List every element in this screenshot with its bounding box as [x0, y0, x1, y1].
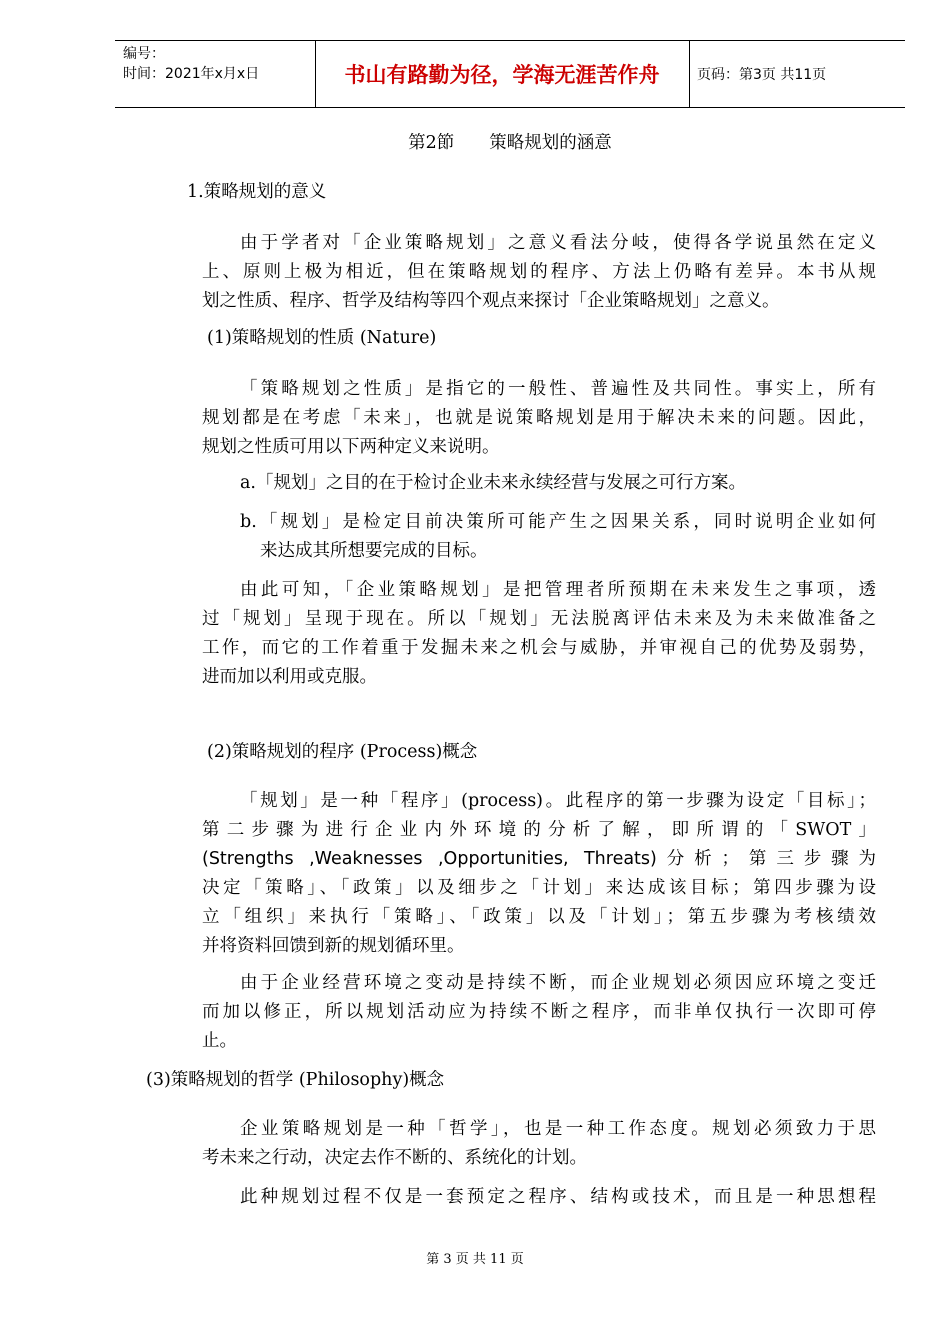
- paragraph-line: 规划之性质可用以下两种定义来说明。: [202, 437, 500, 457]
- header-time-label: 时间：2021年x月x日: [123, 66, 260, 82]
- paragraph-line: 「规划」是一种「程序」(process)。此程序的第一步骤为设定「目标」；: [240, 791, 876, 811]
- header-meta: [123, 44, 259, 84]
- list-item-b: [240, 508, 876, 566]
- paragraph-line: 工作，而它的工作着重于发掘未来之机会与威胁，并审视自己的优势及弱势，: [202, 638, 876, 658]
- paragraph-line: 由于学者对「企业策略规划」之意义看法分岐，使得各学说虽然在定义: [240, 233, 876, 253]
- paragraph-line: 此种规划过程不仅是一套预定之程序、结构或技术，而且是一种思想程: [240, 1187, 876, 1207]
- paragraph-line: 决定「策略」、「政策」以及细步之「计划」来达成该目标；第四步骤为设: [202, 878, 876, 898]
- paragraph-meaning: [202, 229, 876, 316]
- heading-process: (2)策略规划的程序 (Process)概念: [207, 742, 478, 762]
- paragraph-line: 考未来之行动，决定去作不断的、系统化的计划。: [202, 1148, 587, 1168]
- paragraph-line: 规划都是在考虑「未来」，也就是说策略规划是用于解决未来的问题。因此，: [202, 408, 876, 428]
- paragraph-line: 划之性质、程序、哲学及结构等四个观点来探讨「企业策略规划」之意义。: [202, 291, 780, 311]
- paragraph-line: 立「组织」来执行「策略」、「政策」以及「计划」；第五步骤为考核绩效: [202, 907, 876, 927]
- paragraph-process: [202, 787, 876, 961]
- header-page-info: 页码：第3页 共11页: [697, 67, 827, 83]
- paragraph-philosophy-2: [202, 1183, 876, 1212]
- paragraph-line: b.「规划」是检定目前决策所可能产生之因果关系，同时说明企业如何: [240, 512, 876, 532]
- heading-meaning: 1.策略规划的意义: [187, 182, 327, 202]
- paragraph-line: 第二步骤为进行企业内外环境的分析了解，即所谓的「SWOT」: [202, 820, 876, 840]
- paragraph-nature: [202, 375, 876, 462]
- paragraph-line: 由此可知，「企业策略规划」是把管理者所预期在未来发生之事项，透: [240, 580, 876, 600]
- paragraph-line: 上、原则上极为相近，但在策略规划的程序、方法上仍略有差异。本书从规: [202, 262, 876, 282]
- list-item-a: a.「规划」之目的在于检讨企业未来永续经营与发展之可行方案。: [240, 473, 746, 493]
- header-number-label: 编号：: [123, 46, 165, 62]
- paragraph-conclusion: [202, 576, 876, 692]
- header-divider: [689, 41, 690, 107]
- paragraph-line: (Strengths ,Weaknesses ,Opportunities, Threats)分析；第三步骤为: [202, 849, 876, 869]
- paragraph-philosophy: [202, 1115, 876, 1173]
- page-header: [115, 40, 905, 108]
- paragraph-line: 并将资料回馈到新的规划循环里。: [202, 936, 465, 956]
- section-title: 第2節 策略规划的涵意: [408, 133, 612, 153]
- header-motto: 书山有路勤为径，学海无涯苦作舟: [344, 63, 660, 87]
- paragraph-line: 止。: [202, 1031, 237, 1051]
- paragraph-line: 来达成其所想要完成的目标。: [260, 541, 488, 561]
- heading-philosophy: (3)策略规划的哲学 (Philosophy)概念: [146, 1070, 445, 1090]
- paragraph-line: 「策略规划之性质」是指它的一般性、普遍性及共同性。事实上，所有: [240, 379, 876, 399]
- paragraph-line: 进而加以利用或克服。: [202, 667, 377, 687]
- paragraph-line: 而加以修正，所以规划活动应为持续不断之程序，而非单仅执行一次即可停: [202, 1002, 876, 1022]
- paragraph-line: 由于企业经营环境之变动是持续不断，而企业规划必须因应环境之变迁: [240, 973, 876, 993]
- heading-nature: (1)策略规划的性质 (Nature): [207, 328, 437, 348]
- page-footer: 第 3 页 共 11 页: [426, 1252, 524, 1267]
- paragraph-line: 过「规划」呈现于现在。所以「规划」无法脱离评估未来及为未来做准备之: [202, 609, 876, 629]
- paragraph-process-2: [202, 969, 876, 1056]
- paragraph-line: 企业策略规划是一种「哲学」，也是一种工作态度。规划必须致力于思: [240, 1119, 876, 1139]
